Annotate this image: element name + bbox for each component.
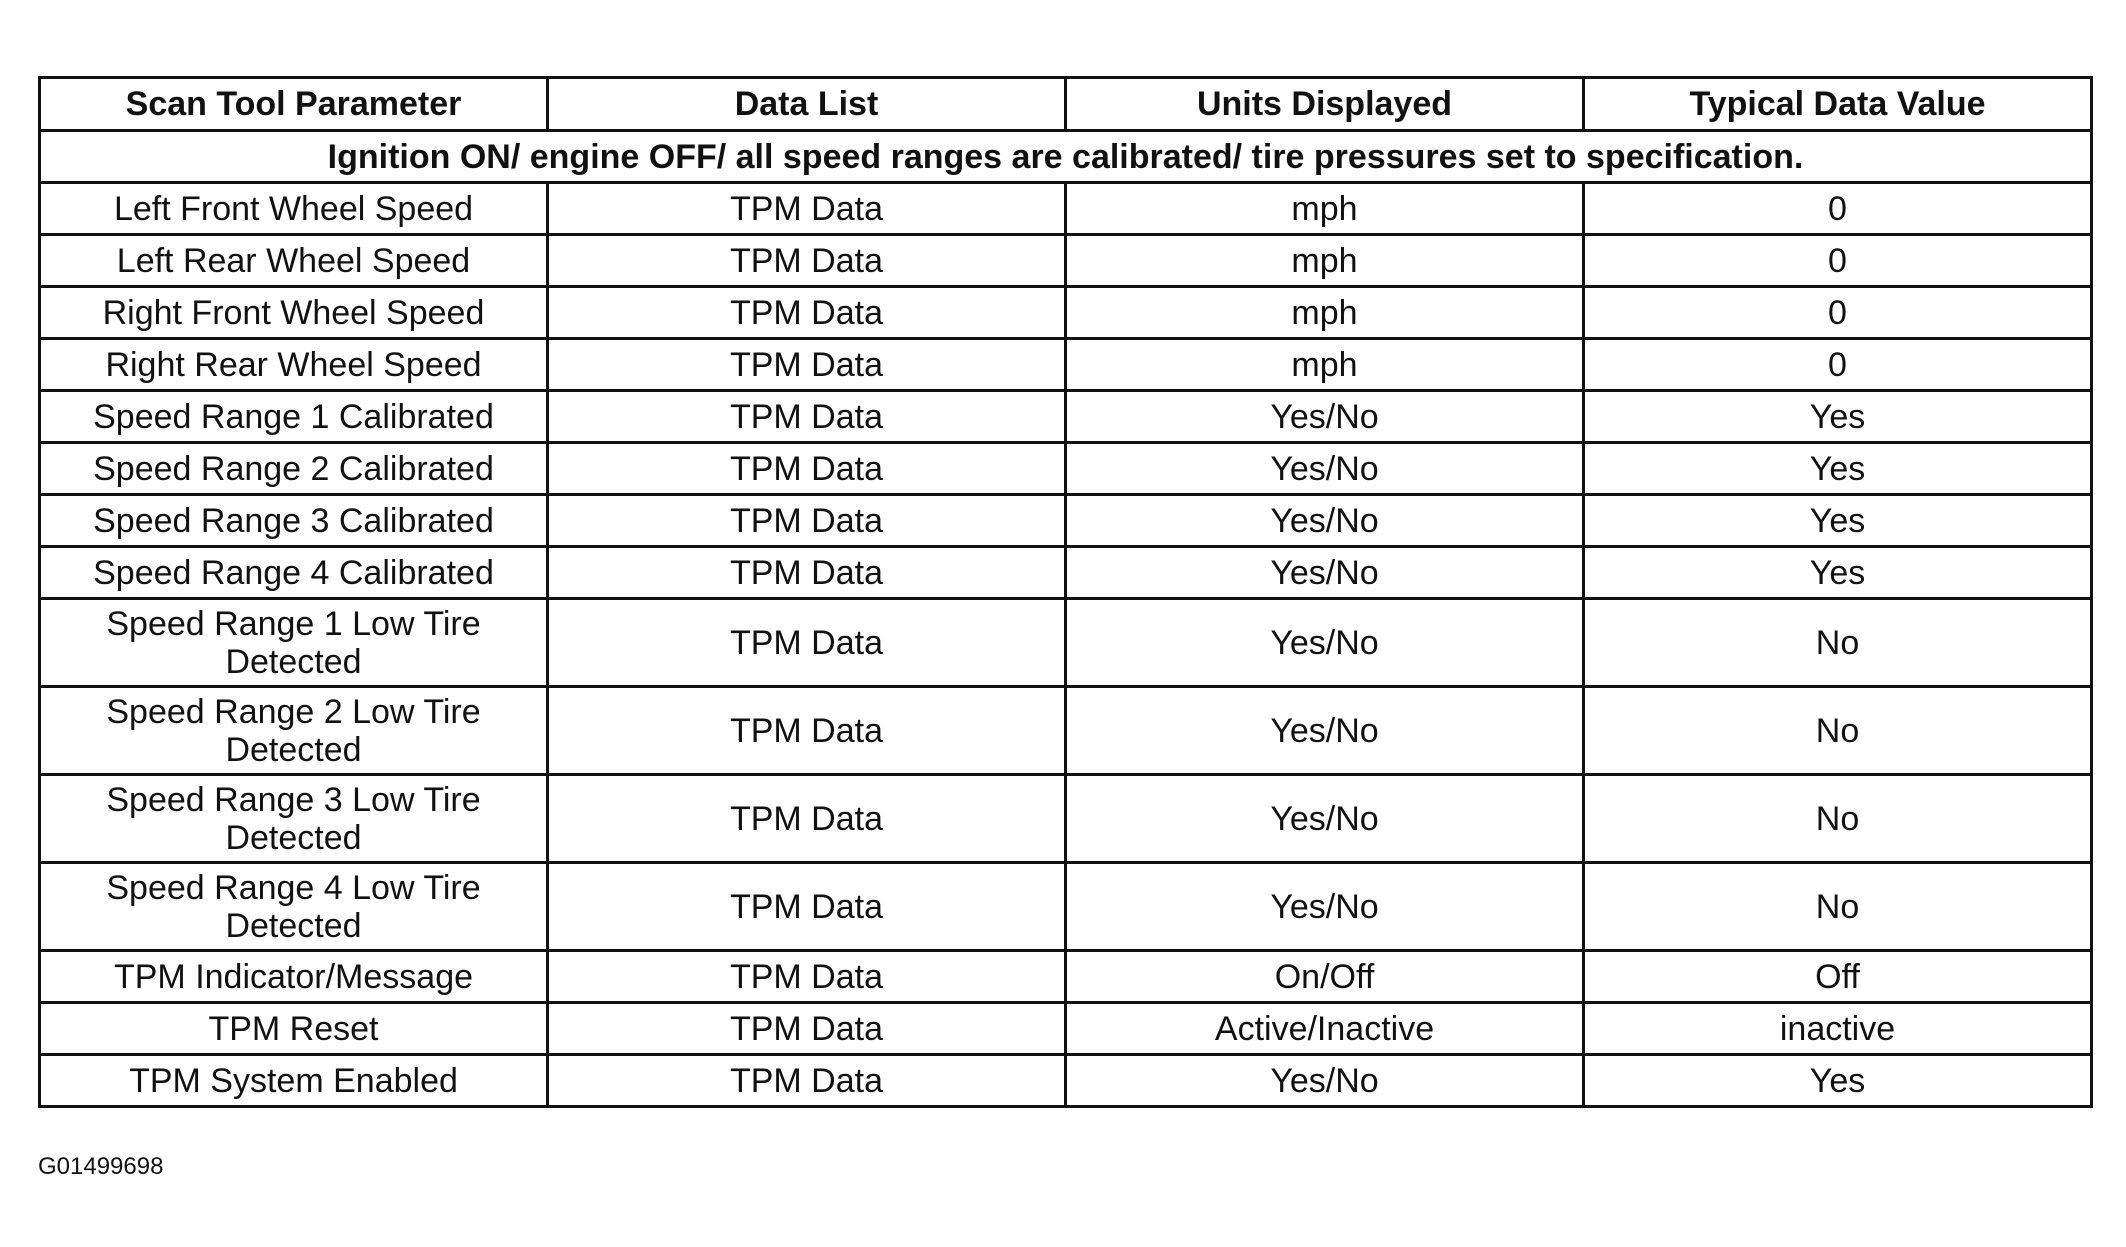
table-row <box>40 687 2092 775</box>
cell-typical-value: Yes <box>1584 391 2092 443</box>
condition-text: Ignition ON/ engine OFF/ all speed ranges are calibrated/ tire pressures set to specification. <box>40 131 2092 183</box>
cell-parameter: Left Front Wheel Speed <box>40 183 548 235</box>
cell-parameter: Left Rear Wheel Speed <box>40 235 548 287</box>
cell-data-list: TPM Data <box>548 391 1066 443</box>
cell-units: mph <box>1066 287 1584 339</box>
cell-units: Yes/No <box>1066 547 1584 599</box>
cell-parameter: TPM Indicator/Message <box>40 951 548 1003</box>
cell-data-list: TPM Data <box>548 1003 1066 1055</box>
header-typical-data-value: Typical Data Value <box>1584 78 2092 131</box>
cell-units: Yes/No <box>1066 495 1584 547</box>
cell-data-list: TPM Data <box>548 287 1066 339</box>
cell-data-list: TPM Data <box>548 547 1066 599</box>
table-row <box>40 951 2092 1003</box>
cell-typical-value: No <box>1584 863 2092 951</box>
cell-data-list: TPM Data <box>548 235 1066 287</box>
cell-parameter: TPM Reset <box>40 1003 548 1055</box>
cell-units: Yes/No <box>1066 863 1584 951</box>
cell-typical-value: No <box>1584 687 2092 775</box>
cell-units: mph <box>1066 339 1584 391</box>
cell-units: mph <box>1066 235 1584 287</box>
cell-data-list: TPM Data <box>548 339 1066 391</box>
cell-data-list: TPM Data <box>548 863 1066 951</box>
cell-units: Yes/No <box>1066 1055 1584 1107</box>
cell-typical-value: 0 <box>1584 339 2092 391</box>
cell-parameter: Speed Range 2 Low Tire Detected <box>40 687 548 775</box>
table-row <box>40 599 2092 687</box>
table-row <box>40 1055 2092 1107</box>
cell-parameter: Speed Range 1 Calibrated <box>40 391 548 443</box>
cell-data-list: TPM Data <box>548 183 1066 235</box>
cell-typical-value: 0 <box>1584 287 2092 339</box>
cell-typical-value: No <box>1584 775 2092 863</box>
table-row <box>40 495 2092 547</box>
cell-parameter: Speed Range 3 Calibrated <box>40 495 548 547</box>
table-row <box>40 863 2092 951</box>
cell-typical-value: inactive <box>1584 1003 2092 1055</box>
cell-units: Yes/No <box>1066 391 1584 443</box>
cell-units: On/Off <box>1066 951 1584 1003</box>
cell-units: Yes/No <box>1066 443 1584 495</box>
cell-typical-value: 0 <box>1584 183 2092 235</box>
table-header-row <box>40 78 2092 131</box>
cell-typical-value: Yes <box>1584 547 2092 599</box>
header-scan-tool-parameter: Scan Tool Parameter <box>40 78 548 131</box>
cell-data-list: TPM Data <box>548 599 1066 687</box>
cell-data-list: TPM Data <box>548 687 1066 775</box>
table-row <box>40 287 2092 339</box>
scan-tool-data-table <box>38 76 2093 1108</box>
table-row <box>40 339 2092 391</box>
cell-typical-value: Yes <box>1584 495 2092 547</box>
header-data-list: Data List <box>548 78 1066 131</box>
table-row <box>40 235 2092 287</box>
cell-data-list: TPM Data <box>548 775 1066 863</box>
cell-parameter: Speed Range 3 Low Tire Detected <box>40 775 548 863</box>
cell-typical-value: 0 <box>1584 235 2092 287</box>
cell-data-list: TPM Data <box>548 495 1066 547</box>
table-row <box>40 443 2092 495</box>
condition-row <box>40 131 2092 183</box>
cell-typical-value: Yes <box>1584 443 2092 495</box>
cell-typical-value: No <box>1584 599 2092 687</box>
cell-data-list: TPM Data <box>548 951 1066 1003</box>
table-row <box>40 391 2092 443</box>
cell-data-list: TPM Data <box>548 1055 1066 1107</box>
cell-parameter: Right Front Wheel Speed <box>40 287 548 339</box>
cell-parameter: Speed Range 2 Calibrated <box>40 443 548 495</box>
table-row <box>40 775 2092 863</box>
cell-parameter: Speed Range 4 Calibrated <box>40 547 548 599</box>
table-row <box>40 183 2092 235</box>
cell-data-list: TPM Data <box>548 443 1066 495</box>
cell-units: Yes/No <box>1066 599 1584 687</box>
cell-parameter: Speed Range 1 Low Tire Detected <box>40 599 548 687</box>
table-row <box>40 547 2092 599</box>
cell-units: Yes/No <box>1066 687 1584 775</box>
cell-parameter: TPM System Enabled <box>40 1055 548 1107</box>
figure-id: G01499698 <box>38 1153 164 1180</box>
cell-parameter: Right Rear Wheel Speed <box>40 339 548 391</box>
header-units-displayed: Units Displayed <box>1066 78 1584 131</box>
cell-typical-value: Yes <box>1584 1055 2092 1107</box>
cell-units: Active/Inactive <box>1066 1003 1584 1055</box>
cell-typical-value: Off <box>1584 951 2092 1003</box>
cell-parameter: Speed Range 4 Low Tire Detected <box>40 863 548 951</box>
table-row <box>40 1003 2092 1055</box>
cell-units: Yes/No <box>1066 775 1584 863</box>
cell-units: mph <box>1066 183 1584 235</box>
